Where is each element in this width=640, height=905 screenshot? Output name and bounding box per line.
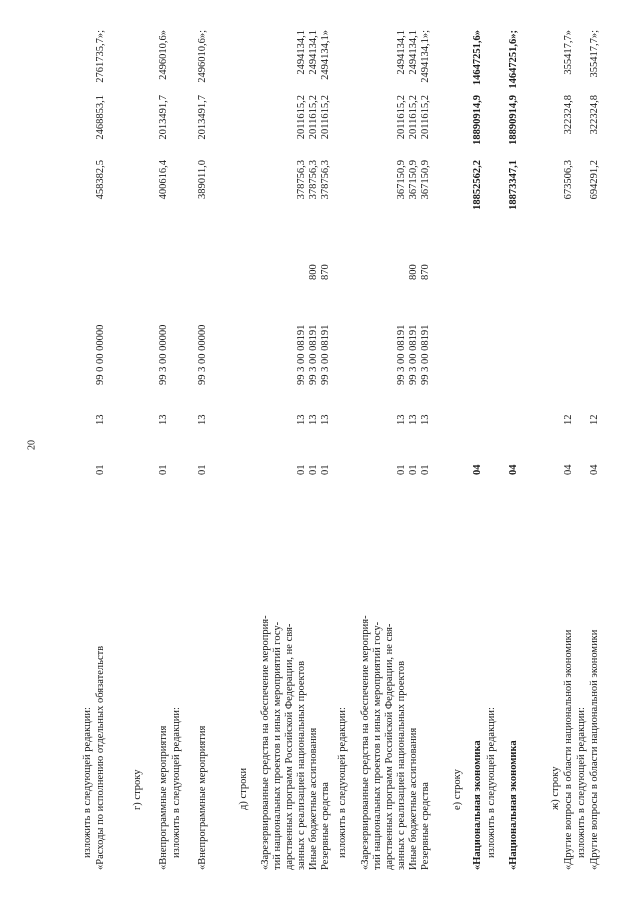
row-rz: 01: [396, 464, 407, 475]
row-vr: 870: [420, 264, 431, 280]
instruction-line: [171, 30, 183, 870]
row-name-line: [360, 30, 372, 870]
row-value-3: 14647251,6»: [472, 30, 483, 86]
row-value-2: 322324,8: [563, 95, 574, 135]
row-value-1: 367150,9: [420, 160, 431, 200]
section-heading: [238, 30, 250, 870]
row-value-2: 2011615,2: [420, 95, 431, 140]
page-number: 20: [26, 440, 38, 450]
row-value-1: 673506,3: [563, 160, 574, 200]
row-value-2: 322324,8: [589, 95, 600, 135]
row-pr: 13: [420, 414, 431, 425]
row-value-3: 2494134,1: [396, 30, 407, 75]
row-csr: 99 3 00 08191: [320, 324, 331, 385]
table-row: [408, 30, 420, 870]
row-value-3: 14647251,6»;: [508, 30, 519, 89]
instruction-text: изложить в следующей редакции:: [82, 707, 93, 858]
row-vr: 800: [408, 264, 419, 280]
row-csr: 99 0 00 00000: [95, 324, 106, 385]
instruction-line: [486, 30, 498, 870]
table-row: [95, 30, 107, 870]
row-name-line: [284, 30, 296, 870]
table-row: [508, 30, 520, 870]
row-value-1: 18873347,1: [508, 160, 519, 210]
row-rz: 04: [563, 464, 574, 475]
row-pr: 13: [308, 414, 319, 425]
table-row: [296, 30, 308, 870]
row-value-1: 458382,5: [95, 160, 106, 200]
instruction-text: изложить в следующей редакции:: [337, 707, 348, 858]
row-value-2: 2011615,2: [308, 95, 319, 140]
row-rz: 01: [320, 464, 331, 475]
row-name: дарственных программ Российской Федерации, не свя-: [384, 623, 395, 870]
section-heading-text: д) строки: [238, 767, 249, 810]
row-value-1: 694291,2: [589, 160, 600, 200]
row-pr: 12: [563, 414, 574, 425]
row-name: «Другие вопросы в области национальной экономики: [563, 629, 574, 870]
row-value-1: 367150,9: [408, 160, 419, 200]
table-row: [396, 30, 408, 870]
instruction-line: [576, 30, 588, 870]
row-value-1: 378756,3: [296, 160, 307, 200]
row-value-2: 2011615,2: [396, 95, 407, 140]
instruction-text: изложить в следующей редакции:: [486, 707, 497, 858]
row-value-2: 2011615,2: [408, 95, 419, 140]
row-value-3: 2494134,1: [408, 30, 419, 75]
row-csr: 99 3 00 00000: [197, 324, 208, 385]
section-heading-text: ж) строку: [550, 766, 561, 810]
row-name: Иные бюджетные ассигнования: [408, 727, 419, 870]
row-name-line: [260, 30, 272, 870]
row-pr: 13: [408, 414, 419, 425]
row-name: занных с реализацией национальных проектов: [296, 660, 307, 870]
table-row: [563, 30, 575, 870]
row-pr: 13: [158, 414, 169, 425]
table-row: [320, 30, 332, 870]
row-name-line: [272, 30, 284, 870]
row-value-1: 18852562,2: [472, 160, 483, 210]
budget-amendments-table: [60, 30, 620, 870]
row-csr: 99 3 00 08191: [396, 324, 407, 385]
row-pr: 13: [296, 414, 307, 425]
section-heading: [132, 30, 144, 870]
row-value-3: 2494134,1: [308, 30, 319, 75]
row-name: Резервные средства: [420, 782, 431, 870]
row-name: «Зарезервированные средства на обеспечение мероприя-: [260, 615, 271, 870]
row-value-1: 378756,3: [308, 160, 319, 200]
row-name: «Национальная экономика: [508, 740, 519, 870]
row-vr: 870: [320, 264, 331, 280]
row-value-3: 2494134,1»;: [420, 30, 431, 83]
row-name: «Внепрограммные мероприятия: [158, 725, 169, 870]
row-value-1: 400616,4: [158, 160, 169, 200]
row-name: «Другие вопросы в области национальной экономики: [589, 629, 600, 870]
section-heading-text: е) строку: [452, 769, 463, 810]
row-name: «Внепрограммные мероприятия: [197, 725, 208, 870]
row-pr: 13: [320, 414, 331, 425]
row-pr: 13: [197, 414, 208, 425]
row-rz: 04: [472, 464, 483, 475]
row-name: «Расходы по исполнению отдельных обязательств: [95, 645, 106, 870]
row-csr: 99 3 00 08191: [408, 324, 419, 385]
table-row: [420, 30, 432, 870]
table-row: [158, 30, 170, 870]
instruction-text: изложить в следующей редакции:: [576, 707, 587, 858]
row-name: Резервные средства: [320, 782, 331, 870]
row-value-3: 2494134,1: [296, 30, 307, 75]
row-rz: 01: [197, 464, 208, 475]
row-rz: 01: [158, 464, 169, 475]
row-name: тий национальных проектов и иных мероприятий госу-: [272, 621, 283, 870]
row-value-2: 18890914,9: [472, 95, 483, 145]
table-row: [472, 30, 484, 870]
row-rz: 04: [508, 464, 519, 475]
section-heading: [452, 30, 464, 870]
instruction-line: [82, 30, 94, 870]
row-csr: 99 3 00 00000: [158, 324, 169, 385]
row-name: тий национальных проектов и иных мероприятий госу-: [372, 621, 383, 870]
section-heading-text: г) строку: [132, 769, 143, 810]
table-row: [308, 30, 320, 870]
table-row: [197, 30, 209, 870]
row-value-2: 2013491,7: [197, 95, 208, 140]
row-value-3: 2761735,7»;: [95, 30, 106, 83]
row-value-3: 355417,7»: [563, 30, 574, 75]
row-pr: 12: [589, 414, 600, 425]
row-csr: 99 3 00 08191: [296, 324, 307, 385]
row-name: дарственных программ Российской Федерации, не свя-: [284, 623, 295, 870]
row-value-3: 2494134,1»: [320, 30, 331, 80]
row-name: занных с реализацией национальных проектов: [396, 660, 407, 870]
row-pr: 13: [396, 414, 407, 425]
row-rz: 01: [296, 464, 307, 475]
row-rz: 01: [308, 464, 319, 475]
row-value-1: 389011,0: [197, 160, 208, 199]
row-value-2: 2011615,2: [296, 95, 307, 140]
row-value-3: 355417,7»;: [589, 30, 600, 78]
row-value-2: 2468853,1: [95, 95, 106, 140]
row-value-3: 2496010,6»;: [197, 30, 208, 83]
table-row: [589, 30, 601, 870]
row-pr: 13: [95, 414, 106, 425]
row-name: «Зарезервированные средства на обеспечение мероприя-: [360, 615, 371, 870]
row-csr: 99 3 00 08191: [420, 324, 431, 385]
instruction-text: изложить в следующей редакции:: [171, 707, 182, 858]
row-vr: 800: [308, 264, 319, 280]
row-name-line: [372, 30, 384, 870]
row-value-1: 367150,9: [396, 160, 407, 200]
instruction-line: [337, 30, 349, 870]
row-rz: 04: [589, 464, 600, 475]
row-value-2: 18890914,9: [508, 95, 519, 145]
row-name: «Национальная экономика: [472, 740, 483, 870]
row-rz: 01: [95, 464, 106, 475]
row-value-2: 2011615,2: [320, 95, 331, 140]
row-value-1: 378756,3: [320, 160, 331, 200]
row-rz: 01: [420, 464, 431, 475]
row-csr: 99 3 00 08191: [308, 324, 319, 385]
row-name: Иные бюджетные ассигнования: [308, 727, 319, 870]
row-value-2: 2013491,7: [158, 95, 169, 140]
section-heading: [550, 30, 562, 870]
row-name-line: [384, 30, 396, 870]
row-rz: 01: [408, 464, 419, 475]
row-value-3: 2496010,6»: [158, 30, 169, 80]
